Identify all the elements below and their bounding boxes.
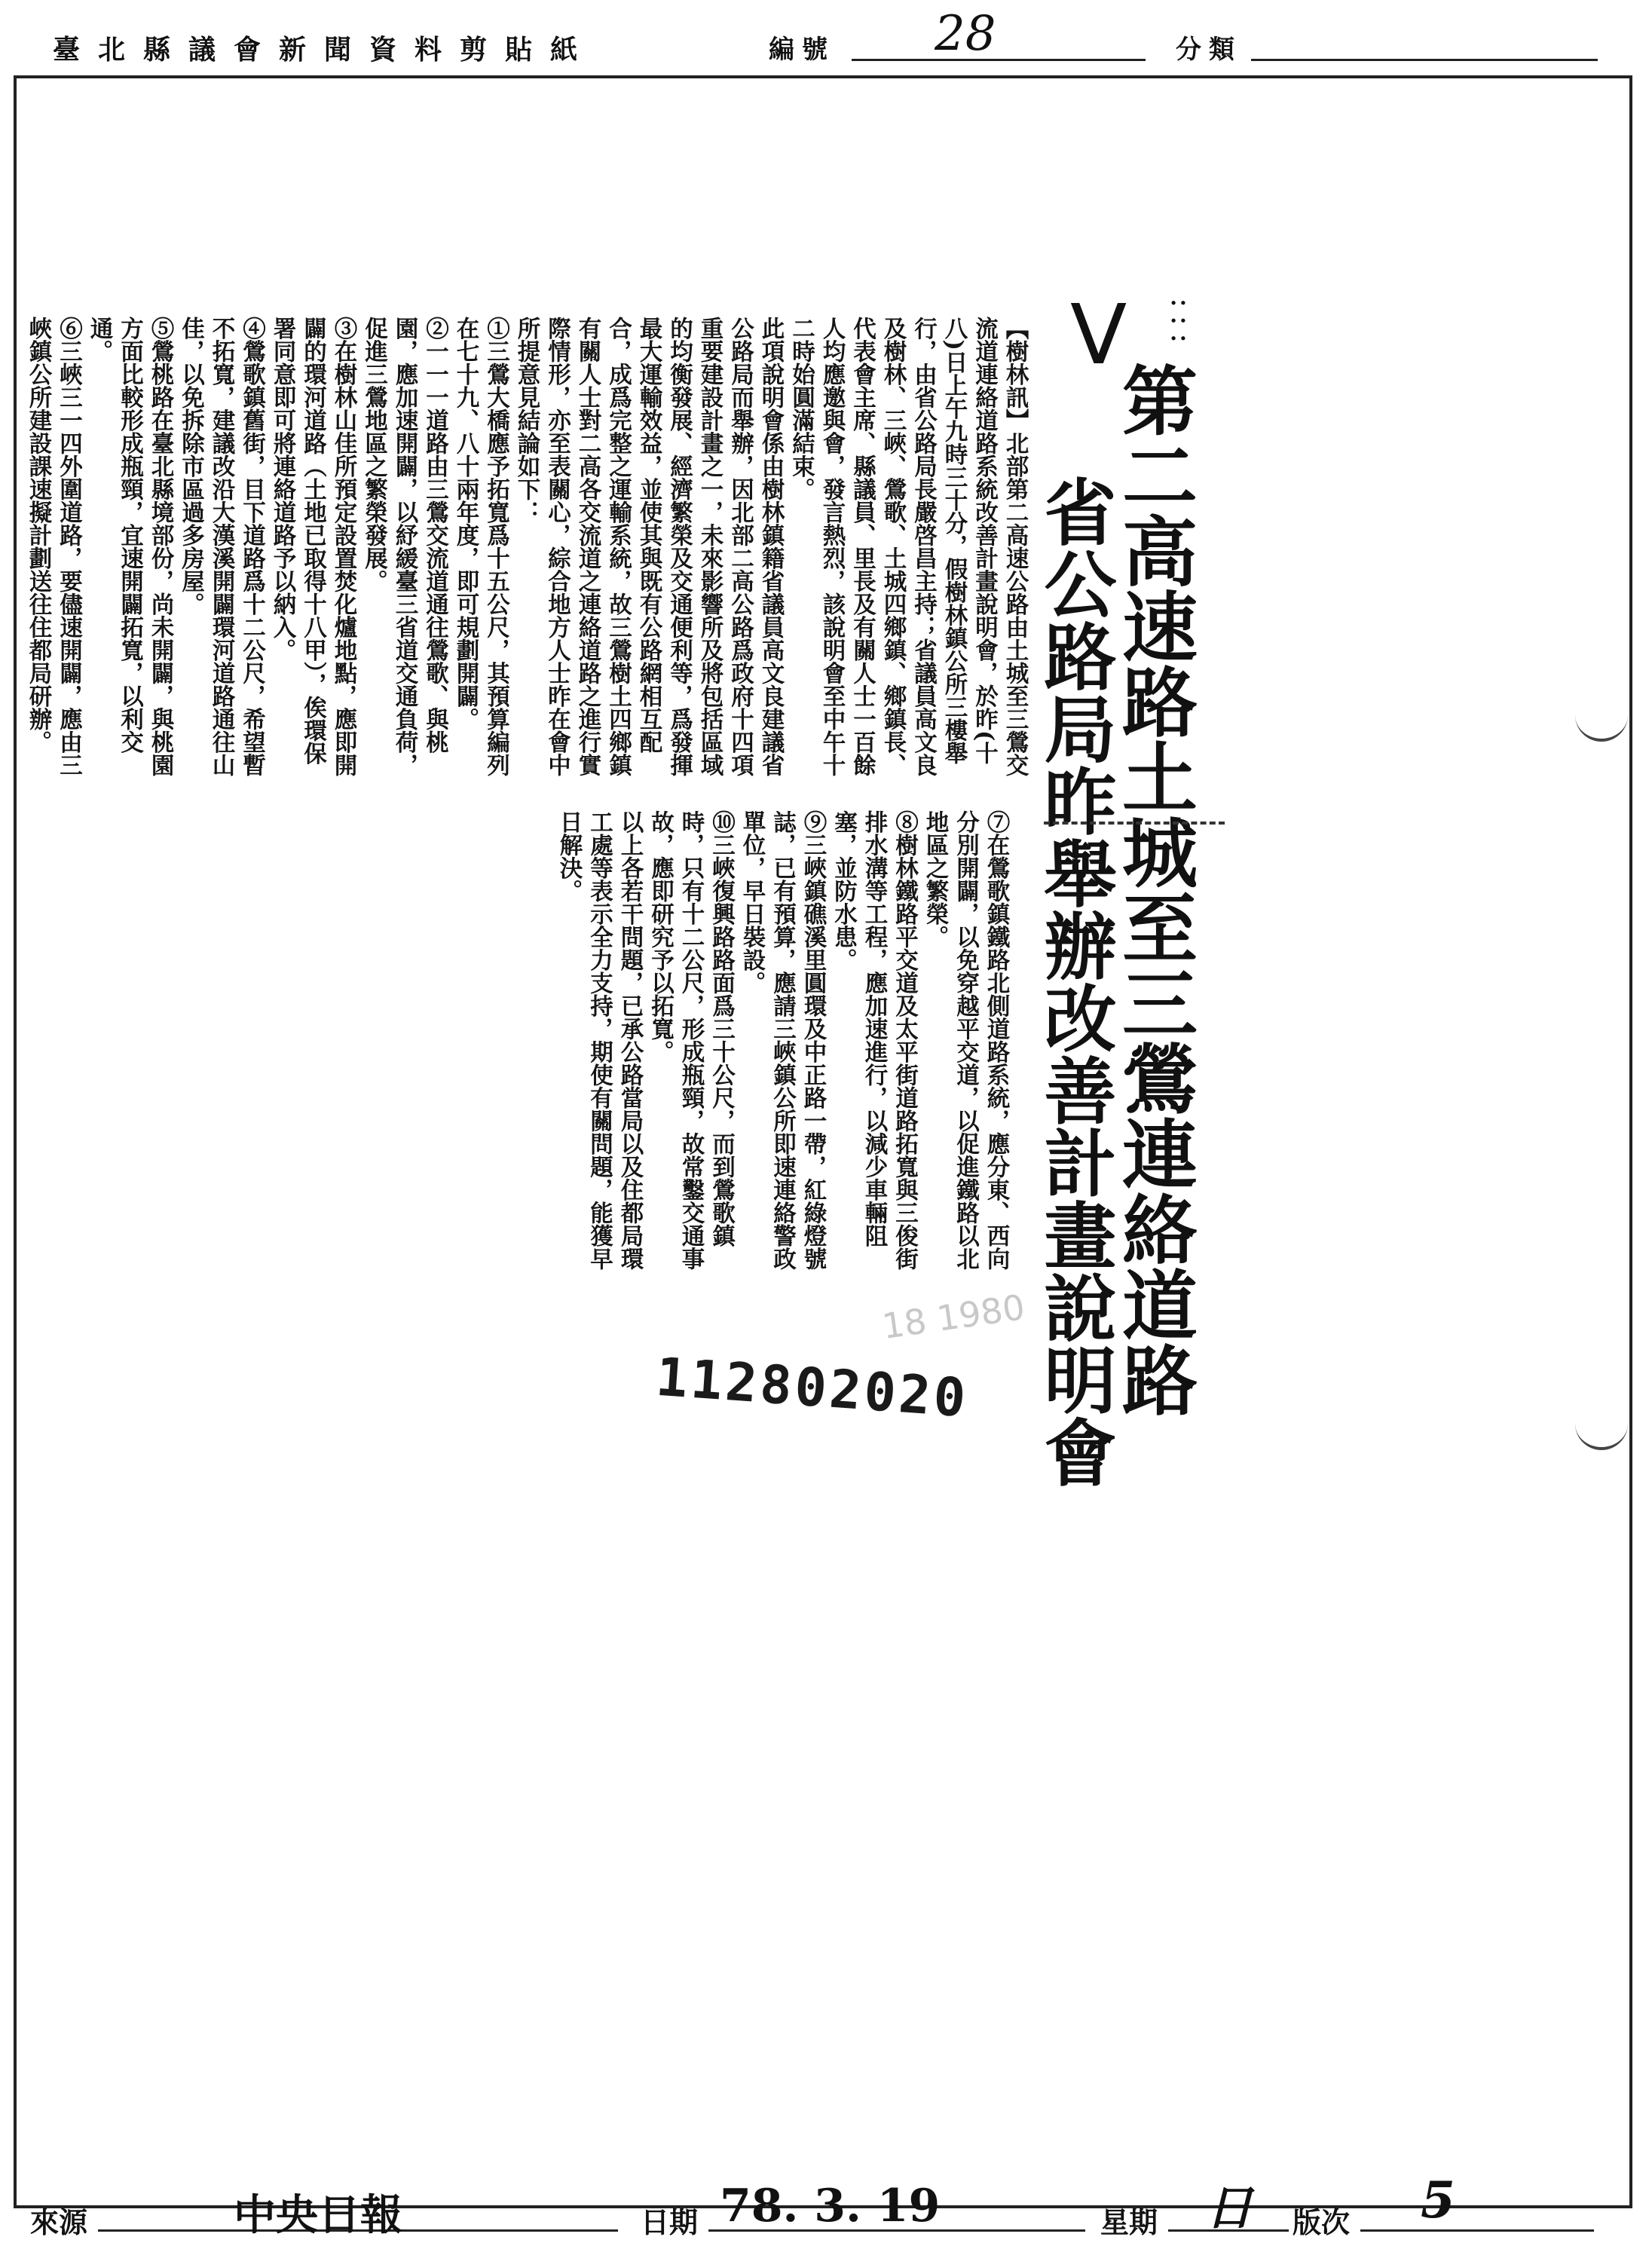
category-label: 分類: [1176, 35, 1242, 65]
clipping-sheet-title: 臺北縣議會新聞資料剪貼紙: [53, 35, 596, 66]
check-mark: V: [1070, 286, 1127, 383]
article-body-upper: [23, 317, 1031, 784]
article-paragraph: 【樹林訊】北部第二高速公路由土城至三鶯交流道連絡道路系統改善計畫說明會，於昨(十八)日上午九時三十分，假樹林鎮公所三樓舉行，由省公路局長嚴啓昌主持；省議員高文良及樹林、三峽、鶯歌、土城四鄉鎮、鄉鎮長、代表會主席、縣議員、里長及有關人士一百餘人均應邀與會，發言熱烈，該說明會至中午十二時始圓滿結束。: [788, 317, 1029, 776]
article-paragraph: ⑥三峽三一四外圍道路，要儘速開闢，應由三峽鎮公所建設課速擬計劃送往住都局研辦。: [25, 317, 83, 776]
headline-main: 第二高速路土城至三鶯連絡道路: [1109, 362, 1198, 1417]
number-underline: [852, 59, 1146, 61]
edition-label: 版次: [1293, 2206, 1351, 2239]
article-paragraph: ②一一一道路由三鶯交流道通往鶯歌、與桃園，應加速開闢，以紓緩臺三省道交通負荷，促進三鶯地區之繁榮發展。: [360, 317, 449, 776]
article-paragraph: ⑧樹林鐵路平交道及太平街道路拓寬與三俊街排水溝等工程，應加速進行，以減少車輛阻塞，並防水患。: [830, 810, 919, 1270]
date-value: 78. 3. 19: [720, 2180, 941, 2232]
article-paragraph: ⑦在鶯歌鎮鐵路北側道路系統，應分東、西向分別開闢，以免穿越平交道，以促進鐵路以北地區之繁榮。: [922, 810, 1010, 1270]
article-paragraph: ①三鶯大橋應予拓寬爲十五公尺，其預算編列在七十九、八十兩年度，即可規劃開闢。: [452, 317, 510, 776]
article-paragraph: ⑨三峽鎮礁溪里圓環及中正路一帶，紅綠燈號誌，已有預算，應請三峽鎮公所即速連絡警政單位，早日裝設。: [739, 810, 827, 1270]
number-label: 編號: [769, 35, 835, 65]
article-paragraph: 以上各若干問題，已承公路當局以及住都局環工處等表示全力支持，期使有關問題，能獲早日解決。: [555, 810, 644, 1270]
article-paragraph: ⑩三峽復興路路面爲三十公尺，而到鶯歌鎮時，只有十二公尺，形成瓶頸，故常鑿交通事故，應即研究予以拓寬。: [647, 810, 736, 1270]
source-value: 中央日報: [234, 2191, 402, 2240]
weekday-label: 星期: [1100, 2206, 1158, 2239]
headline-sub: 省公路局昨舉辦改善計畫說明會: [1032, 475, 1117, 1488]
article-body-lower: [554, 810, 1012, 1285]
number-value: 28: [935, 6, 996, 62]
article-paragraph: ⑤鶯桃路在臺北縣境部份，尚未開闢，與桃園方面比較形成瓶頸，宜速開闢拓寬，以利交通。: [86, 317, 174, 776]
category-underline: [1251, 59, 1598, 61]
article-paragraph: 此項說明會係由樹林鎮籍省議員高文良建議省公路局而舉辦，因北部二高公路爲政府十四項重要建設計畫之一，未來影響所及將包括區域的均衡發展、經濟繁榮及交通便利等，爲發揮最大運輸效益，並使其與既有公路網相互配合，成爲完整之運輸系統，故三鶯樹土四鄉鎮有關人士對二高各交流道之連絡道路之進行實際情形，亦至表關心，綜合地方人士昨在會中所提意見結論如下：: [513, 317, 785, 776]
ornament-dots: :::: [1164, 298, 1199, 351]
article-rule: [1044, 822, 1225, 825]
source-label: 來源: [30, 2206, 88, 2239]
weekday-value: 日: [1206, 2180, 1253, 2235]
article-paragraph: ③在樹林山佳所預定設置焚化爐地點，應即開闢的環河道路（土地已取得十八甲），俟環保署同意即可將連絡道路予以納入。: [269, 317, 357, 776]
date-label: 日期: [641, 2206, 699, 2239]
article-paragraph: ④鶯歌鎮舊街，目下道路爲十二公尺，希望暫不拓寬，建議改沿大漢溪開闢環河道路通往山佳，以免拆除市區過多房屋。: [177, 317, 266, 776]
edition-underline: [1360, 2229, 1594, 2232]
edition-value: 5: [1421, 2171, 1455, 2229]
received-stamp: 18 1980: [880, 1287, 1028, 1347]
archive-number-stamp: 112802020: [653, 1345, 971, 1430]
